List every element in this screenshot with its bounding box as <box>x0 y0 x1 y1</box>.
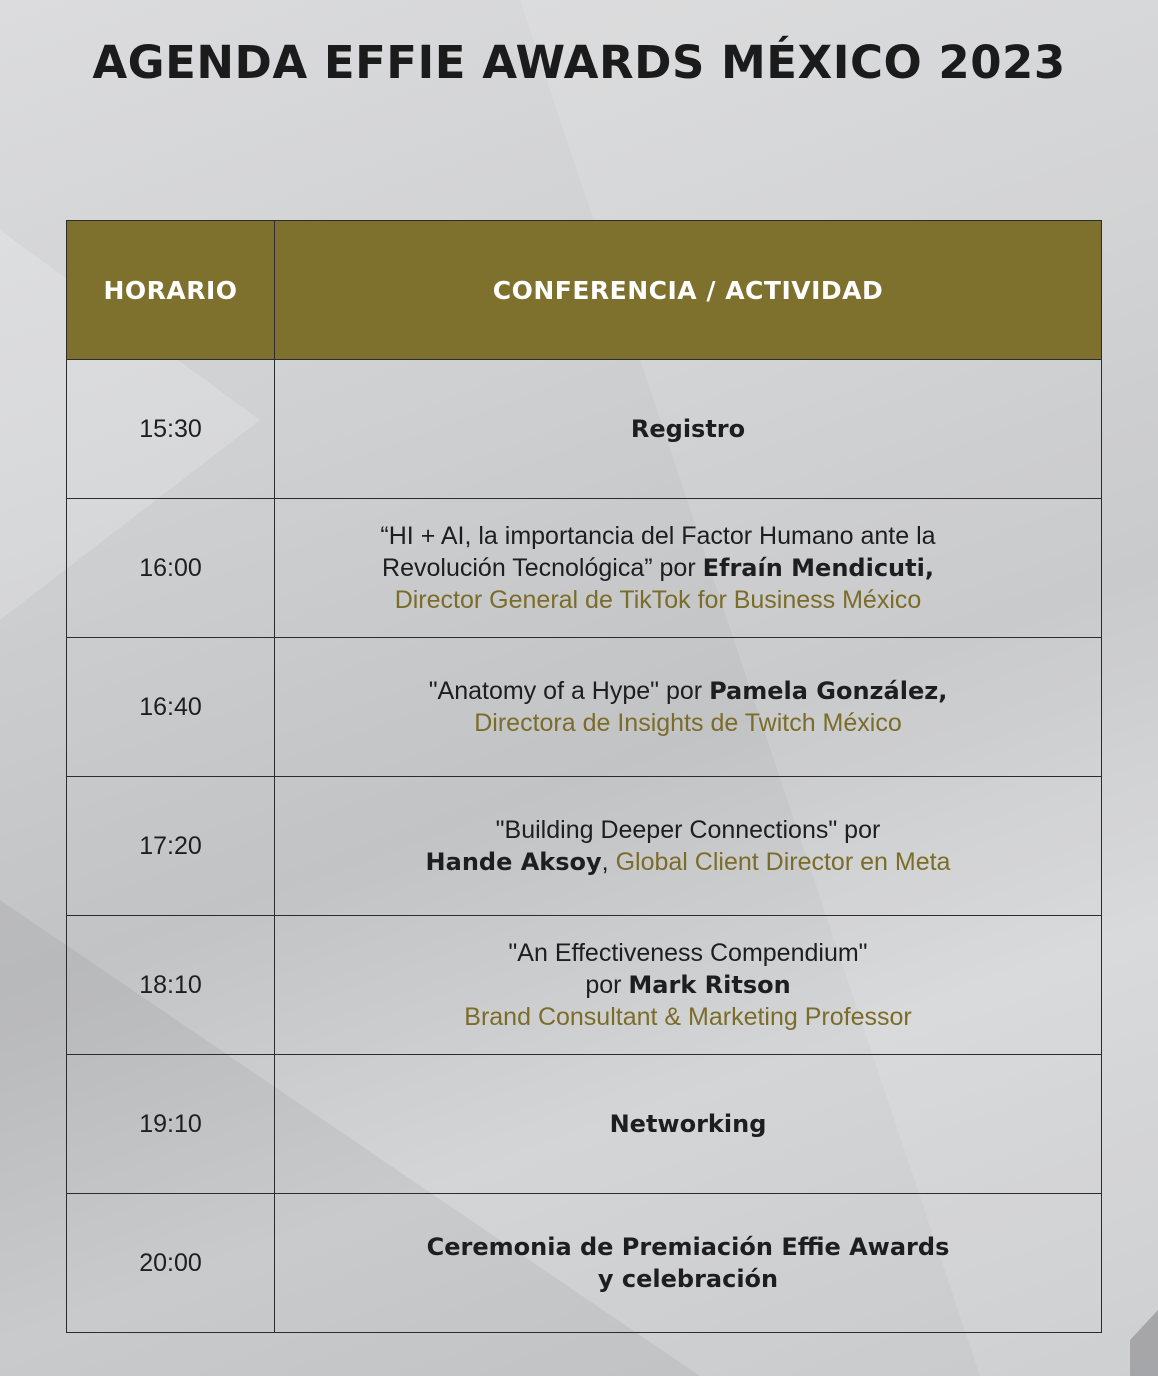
time-cell: 16:00 <box>67 499 275 638</box>
time-cell: 20:00 <box>67 1194 275 1333</box>
speaker-name: Mark Ritson <box>628 971 791 999</box>
table-row <box>67 1055 1102 1194</box>
activity-title: Registro <box>630 415 746 443</box>
speaker-role: Global Client Director en Meta <box>615 848 951 876</box>
table-header-row <box>67 221 1102 360</box>
speaker-role: Brand Consultant & Marketing Professor <box>464 1003 912 1031</box>
header-conferencia: CONFERENCIA / ACTIVIDAD <box>275 221 1102 360</box>
table-row <box>67 777 1102 916</box>
activity-cell <box>275 1055 1102 1194</box>
activity-cell <box>275 916 1102 1055</box>
activity-cell <box>275 1194 1102 1333</box>
activity-title: Networking <box>609 1110 767 1138</box>
talk-title: "Building Deeper Connections" por <box>495 816 881 844</box>
speaker-role: Directora de Insights de Twitch México <box>474 709 902 737</box>
time-cell: 17:20 <box>67 777 275 916</box>
talk-title: “HI + AI, la importancia del Factor Humano ante la Revolución Tecnológica” por <box>380 522 936 582</box>
activity-title-line2: y celebración <box>597 1265 779 1293</box>
por-label: por <box>585 971 622 999</box>
separator: , <box>601 848 609 876</box>
activity-cell <box>275 499 1102 638</box>
table-row <box>67 360 1102 499</box>
talk-title: "Anatomy of a Hype" por <box>428 677 703 705</box>
activity-cell <box>275 777 1102 916</box>
time-cell: 18:10 <box>67 916 275 1055</box>
table-row <box>67 1194 1102 1333</box>
speaker-role: Director General de TikTok for Business México <box>394 586 922 614</box>
time-cell: 19:10 <box>67 1055 275 1194</box>
speaker-name: Efraín Mendicuti, <box>702 554 934 582</box>
speaker-name: Hande Aksoy <box>425 848 602 876</box>
table-row <box>67 638 1102 777</box>
activity-cell <box>275 360 1102 499</box>
header-horario: HORARIO <box>67 221 275 360</box>
speaker-name: Pamela González, <box>709 677 948 705</box>
table-row <box>67 499 1102 638</box>
table-row <box>67 916 1102 1055</box>
page-title: AGENDA EFFIE AWARDS MÉXICO 2023 <box>92 36 1066 89</box>
time-cell: 16:40 <box>67 638 275 777</box>
talk-title: "An Effectiveness Compendium" <box>508 939 868 967</box>
agenda-table <box>66 220 1102 1333</box>
activity-cell <box>275 638 1102 777</box>
time-cell: 15:30 <box>67 360 275 499</box>
activity-title-line1: Ceremonia de Premiación Effie Awards <box>426 1233 950 1261</box>
